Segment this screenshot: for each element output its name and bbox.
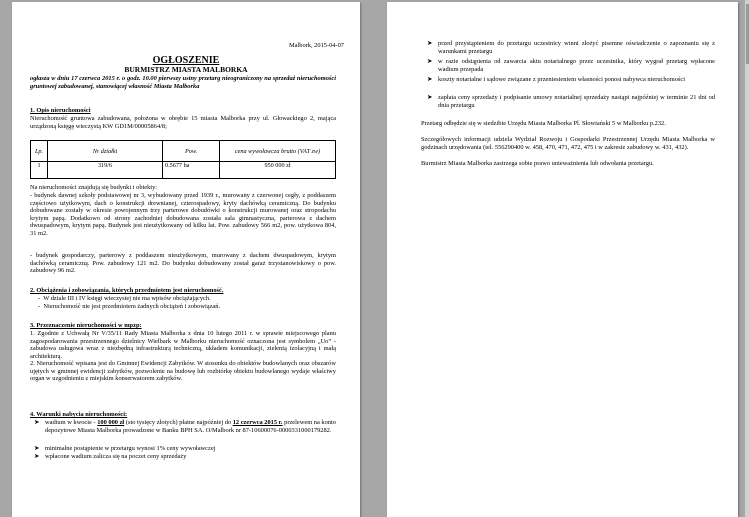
table-header-cell: Pow. — [163, 141, 220, 162]
table-cell: 950 000 zł — [220, 162, 336, 179]
table-header-cell: Nr działki — [48, 141, 163, 162]
table-row — [31, 162, 336, 179]
auction-intro: ogłasza w dniu 17 czerwca 2015 r. o godz. 10.00 pierwszy ustny przetarg nieograniczony na sprzedaż nieruchomości gruntowej zabudowanej, stanowiącej własność Miasta Malborka — [30, 75, 336, 90]
section-4-heading: 4. Warunki nabycia nieruchomości: — [30, 411, 128, 418]
bullet-arrow-icon: ➤ — [427, 76, 433, 83]
list-item: ➤ minimalne postąpienie w przetargu wynosi 1% ceny wywoławczej — [34, 445, 216, 452]
table-header-cell: Lp. — [31, 141, 48, 162]
list-item: ➤ wadium w kwocie - 100 000 zł (sto tysięcy złotych) płatne najpóźniej do 12 czerwca 2015 r. przelewem na konto depozytowe Miasta Malborka prowadzone w Banku BPH SA. O/Malbork nr 87-10600076-0000331000179282. — [34, 419, 336, 434]
buildings-intro: Na nieruchomości znajdują się budynki i obiekty: — [30, 184, 158, 191]
list-item: - Nieruchomość nie jest przedmiotem żadnych obciążeń i zobowiązań. — [38, 303, 221, 310]
cancellation-notice: Burmistrz Miasta Malborka zastrzega sobie prawo unieważnienia lub odwołania przetargu. — [421, 160, 654, 167]
table-cell: 0.5677 ha — [163, 162, 220, 179]
building-description: - budynek gospodarczy, parterowy z poddaszem nieużytkowym, murowany z dachem dwuspadowym, krytym dachówką ceramiczną. Pow. zabudowy 121 m2. Do budynku dobudowany został garaż trzystanowiskowy o pow. zabudowy 96 m2. — [30, 252, 336, 275]
list-item: - W dziale III i IV księgi wieczystej nie ma wpisów obciążających. — [38, 295, 211, 302]
table-header-row — [31, 141, 336, 162]
bullet-arrow-icon: ➤ — [427, 58, 433, 65]
vertical-scrollbar[interactable] — [745, 0, 750, 517]
document-subtitle: BURMISTRZ MIASTA MALBORKA — [124, 65, 248, 74]
bullet-arrow-icon: ➤ — [34, 453, 40, 460]
building-description: - budynek dawnej szkoły podstawowej nr 3, wybudowany przed 1939 r., murowany z czerwonej cegły, z poddaszem częściowo użytkowym, dach o konstrukcji drewnianej, czterospadowy, kryty dachówką ceramiczną. Do budynku dobudowane zostały w okresie powojennym trzy parterowe dobudówki o konstrukcji murowanej oraz stropodachu krytym papą. Dodatkowo od strony zachodniej dobudowana została sala gimnastyczna, parterowa z dachem dwuspadowym, krytym papą. Budynek jest nieużytkowany od kilku lat. Pow. zabudowy 566 m2, pow. użytkowa 804, 31 m2. — [30, 192, 336, 237]
bullet-arrow-icon: ➤ — [34, 419, 40, 426]
table-cell: 1 — [31, 162, 48, 179]
bullet-arrow-icon: ➤ — [427, 94, 433, 101]
list-item: ➤ w razie odstąpienia od zawarcia aktu notarialnego przez uczestnika, który wygrał przetarg wpłacone wadium przepada — [427, 58, 715, 73]
table-header-cell: cena wywoławcza brutto (VAT zw) — [220, 141, 336, 162]
zoning-paragraph: 2. Nieruchomość wpisana jest do Gminnej Ewidencji Zabytków. W stosunku do obiektów budowlanych oraz obszarów ujętych w gminnej ewidencji zabytków, pozwolenie na budowę lub rozbiórkę obiektu budowlanego wydaje właściwy organ w uzgodnieniu z miejskim konserwatorem zabytków. — [30, 360, 336, 383]
scrollbar-thumb[interactable] — [746, 4, 749, 64]
document-page-1 — [12, 2, 360, 517]
list-item: ➤ przed przystąpieniem do przetargu uczestnicy winni złożyć pisemne oświadczenie o zapoznaniu się z warunkami przetargu — [427, 40, 715, 55]
list-item: ➤ zapłata ceny sprzedaży i podpisanie umowy notarialnej sprzedaży nastąpi najpóźniej w terminie 21 dni od dnia przetargu — [427, 94, 715, 109]
document-date: Malbork, 2015-04-07 — [288, 42, 344, 49]
bullet-arrow-icon: ➤ — [34, 445, 40, 452]
auction-location: Przetarg odbędzie się w siedzibie Urzędu Miasta Malborka Pl. Słowiański 5 w Malborku p.232. — [421, 120, 666, 127]
bullet-arrow-icon: ➤ — [427, 40, 433, 47]
document-page-2 — [387, 2, 738, 517]
document-title: OGŁOSZENIE — [152, 55, 220, 66]
list-item: ➤ koszty notarialne i sądowe związane z przeniesieniem własności ponosi nabywca nieruchomości — [427, 76, 686, 83]
section-2-heading: 2. Obciążenia i zobowiązania, których przedmiotem jest nieruchomość. — [30, 287, 224, 294]
contact-information: Szczegółowych informacji udziela Wydział Rozwoju i Gospodarki Przestrzennej Urzędu Miasta Malborka w godzinach urzędowania (tel. 556290400 w. 458, 470, 471, 472, 475 i w zakresie zabudowy w. 431, 432). — [421, 136, 715, 151]
zoning-paragraph: 1. Zgodnie z Uchwałą Nr V/35/11 Rady Miasta Malborka z dnia 10 lutego 2011 r. w sprawie miejscowego planu zagospodarowania przestrzennego dzielnicy Wielbark w Malborku nieruchomość oznaczona jest symbolem „Uo” - zabudowa usługowa wraz z niezbędną infrastrukturą techniczną, układem komunikacji, zielenią izolacyjną i małą architekturą. — [30, 330, 336, 360]
section-1-heading: 1. Opis nieruchomości — [30, 107, 91, 114]
table-cell: 319/6 — [48, 162, 163, 179]
section-3-heading: 3. Przeznaczenie nieruchomości w mpzp: — [30, 322, 142, 329]
property-table — [30, 140, 336, 179]
list-item: ➤ wpłacone wadium zalicza się na poczet ceny sprzedaży — [34, 453, 187, 460]
section-1-text: Nieruchomość gruntowa zabudowana, położona w obrębie 15 miasta Malborka przy ul. Głowackiego 2, mająca urządzoną księgę wieczystą KW GD1M/00005864/8; — [30, 115, 336, 130]
